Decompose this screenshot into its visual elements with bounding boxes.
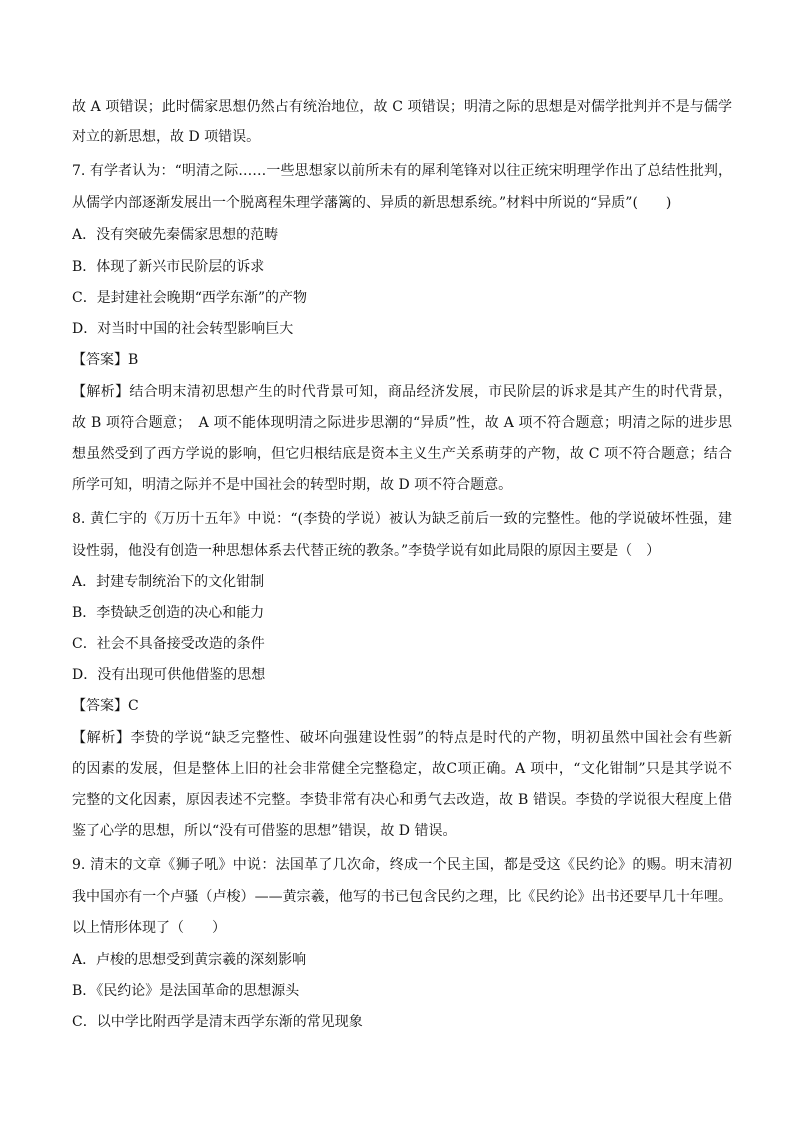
question-9-stem: 以上情形体现了（ ） (72, 920, 226, 936)
option-b: B．李贽缺乏创造的决心和能力 (72, 605, 265, 621)
option-a: A．封建专制统治下的文化钳制 (72, 574, 265, 590)
question-9-stem: 我中国亦有一个卢骚（卢梭）——黄宗羲，他写的书已包含民约之理，比《民约论》出书还要早几十年哩。 (72, 889, 732, 905)
analysis-line: 的因素的发展，但是整体上旧的社会非常健全完整稳定，故C项正确。A 项中，“文化钳制”只是其学说不 (72, 761, 732, 777)
analysis-line: 【解析】结合明末清初思想产生的时代背景可知，商品经济发展，市民阶层的诉求是其产生的时代背景， (72, 384, 732, 400)
option-b: B．《民约论》是法国革命的思想源头 (72, 983, 300, 999)
analysis-line: 所学可知，明清之际并不是中国社会的转型时期，故 D 项不符合题意。 (72, 477, 513, 493)
question-8-stem: 设性弱，他没有创造一种思想体系去代替正统的教条。”李贽学说有如此局限的原因主要是（ ） (72, 543, 661, 559)
question-9-stem: 9. 清末的文章《狮子吼》中说：法国革了几次命，终成一个民主国，都是受这《民约论》的赐。明末清初 (72, 857, 732, 873)
question-8-stem: 8. 黄仁宇的《万历十五年》中说：“(李贽的学说）被认为缺乏前后一致的完整性。他的学说破坏性强，建 (72, 511, 732, 527)
answer: 【答案】B (72, 352, 139, 368)
option-d: D．对当时中国的社会转型影响巨大 (72, 321, 294, 337)
option-a: A．卢梭的思想受到黄宗羲的深刻影响 (72, 952, 307, 968)
analysis-line: 故 B 项符合题意； A 项不能体现明清之际进步思潮的“异质”性，故 A 项不符合题意；明清之际的进步思 (72, 415, 732, 431)
answer: 【答案】C (72, 698, 139, 714)
analysis-line: 想虽然受到了西方学说的影响，但它归根结底是资本主义生产关系萌芽的产物，故 C 项不符合题意；结合 (72, 446, 732, 462)
question-7-stem: 7. 有学者认为：“明清之际……一些思想家以前所未有的犀利笔锋对以往正统宋明理学作出了总结性批判， (72, 163, 732, 179)
text-line: 故 A 项错误；此时儒家思想仍然占有统治地位，故 C 项错误；明清之际的思想是对儒学批判并不是与儒学 (72, 99, 732, 115)
option-c: C．以中学比附西学是清末西学东渐的常见现象 (72, 1014, 363, 1030)
option-b: B．体现了新兴市民阶层的诉求 (72, 259, 265, 275)
option-c: C．社会不具备接受改造的条件 (72, 636, 265, 652)
analysis-line: 【解析】李贽的学说“缺乏完整性、破坏向强建设性弱”的特点是时代的产物，明初虽然中国社会有些新 (72, 730, 732, 746)
option-a: A．没有突破先秦儒家思想的范畴 (72, 227, 279, 243)
option-d: D．没有出现可供他借鉴的思想 (72, 667, 266, 683)
text-line: 对立的新思想，故 D 项错误。 (72, 129, 261, 145)
option-c: C．是封建社会晚期“西学东渐”的产物 (72, 290, 308, 306)
analysis-line: 鉴了心学的思想，所以“没有可借鉴的思想”错误，故 D 错误。 (72, 823, 457, 839)
question-7-stem: 从儒学内部逐渐发展出一个脱离程朱理学藩篱的、异质的新思想系统。”材料中所说的“异质”( ) (72, 195, 672, 211)
analysis-line: 完整的文化因素，原因表述不完整。李贽非常有决心和勇气去改造，故 B 错误。李贽的学说很大程度上借 (72, 792, 732, 808)
